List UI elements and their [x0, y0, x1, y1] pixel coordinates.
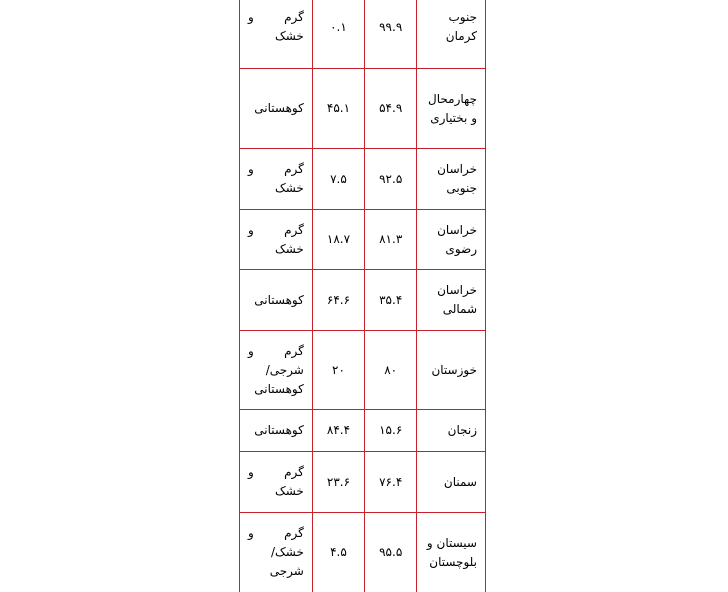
province-cell: خراسان رضوی — [417, 210, 486, 270]
climate-cell: کوهستانی — [240, 69, 313, 149]
province-cell: جنوب کرمان — [417, 0, 486, 69]
province-cell: زنجان — [417, 410, 486, 452]
climate-cell: کوهستانی — [240, 270, 313, 331]
climate-cell: گرم و خشک — [240, 149, 313, 210]
value-b-cell: ۱۸.۷ — [312, 210, 364, 270]
province-cell: خراسان شمالی — [417, 270, 486, 331]
climate-cell: گرم و شرجی/ کوهستانی — [240, 331, 313, 410]
value-a-cell: ۹۹.۹ — [365, 0, 417, 69]
value-a-cell: ۹۵.۵ — [365, 513, 417, 592]
climate-cell: گرم و خشک — [240, 0, 313, 69]
climate-cell: کوهستانی — [240, 410, 313, 452]
value-b-cell: ۰.۱ — [312, 0, 364, 69]
climate-cell: گرم و خشک — [240, 210, 313, 270]
value-a-cell: ۷۶.۴ — [365, 452, 417, 513]
climate-cell: گرم و خشک/ شرجی — [240, 513, 313, 592]
value-a-cell: ۱۵.۶ — [365, 410, 417, 452]
value-b-cell: ۸۴.۴ — [312, 410, 364, 452]
value-b-cell: ۴.۵ — [312, 513, 364, 592]
value-b-cell: ۷.۵ — [312, 149, 364, 210]
value-a-cell: ۹۲.۵ — [365, 149, 417, 210]
table-row — [240, 513, 486, 592]
table-row — [240, 69, 486, 149]
climate-cell: گرم و خشک — [240, 452, 313, 513]
province-cell: خراسان جنوبی — [417, 149, 486, 210]
value-a-cell: ۸۱.۳ — [365, 210, 417, 270]
table-row — [240, 452, 486, 513]
table-row — [240, 410, 486, 452]
value-a-cell: ۵۴.۹ — [365, 69, 417, 149]
table-row — [240, 270, 486, 331]
province-cell: سیستان و بلوچستان — [417, 513, 486, 592]
value-a-cell: ۸۰ — [365, 331, 417, 410]
value-b-cell: ۶۴.۶ — [312, 270, 364, 331]
table-row — [240, 210, 486, 270]
table-row — [240, 331, 486, 410]
table-row — [240, 0, 486, 69]
province-cell: خوزستان — [417, 331, 486, 410]
data-table — [239, 0, 486, 592]
province-cell: چهارمحال و بختیاری — [417, 69, 486, 149]
province-cell: سمنان — [417, 452, 486, 513]
table-row — [240, 149, 486, 210]
value-b-cell: ۴۵.۱ — [312, 69, 364, 149]
value-a-cell: ۳۵.۴ — [365, 270, 417, 331]
value-b-cell: ۲۳.۶ — [312, 452, 364, 513]
value-b-cell: ۲۰ — [312, 331, 364, 410]
